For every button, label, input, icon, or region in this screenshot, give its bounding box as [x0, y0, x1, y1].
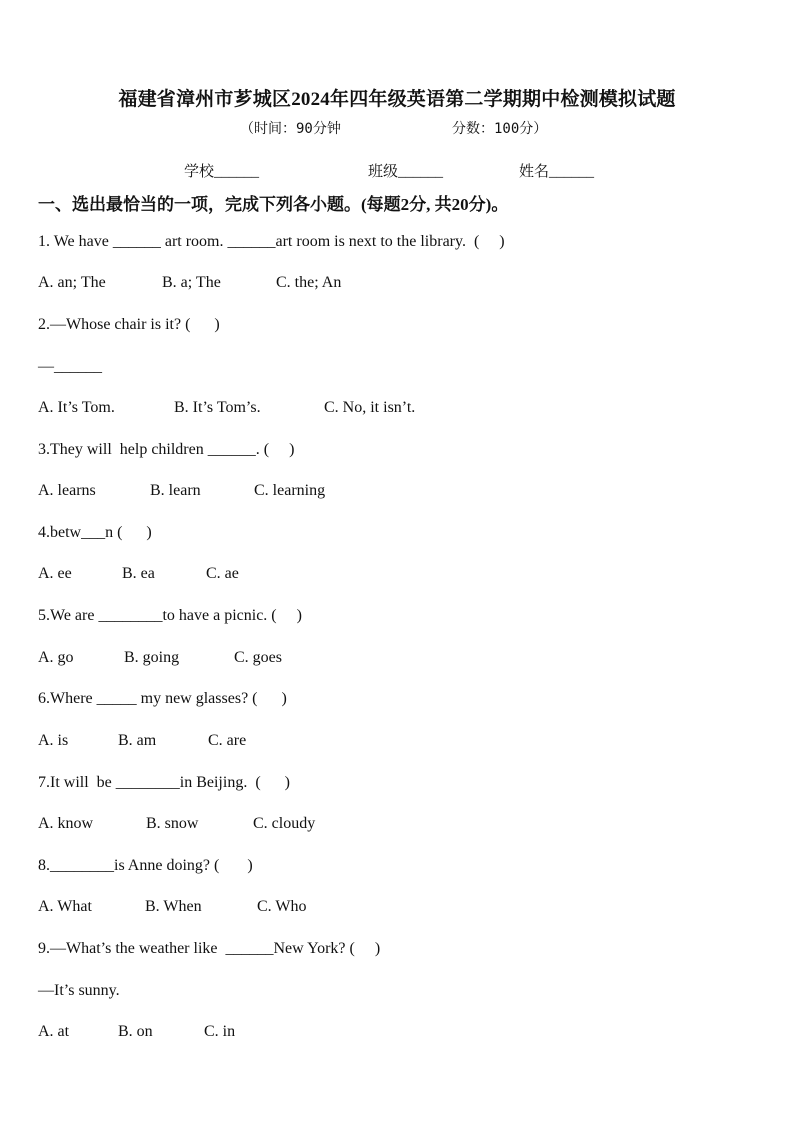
- question-1-stem: 1. We have ______ art room. ______art room is next to the library. ( ): [38, 233, 505, 250]
- option-a: A. an; The: [38, 274, 106, 291]
- option-a: A. What: [38, 898, 92, 915]
- exam-time: （时间：90分钟: [240, 121, 341, 137]
- option-c: C. in: [204, 1023, 236, 1040]
- option-b: B. learn: [150, 482, 201, 499]
- school-field: 学校______: [184, 164, 260, 180]
- question-3-stem: 3.They will help children ______. ( ): [38, 441, 295, 458]
- option-a: A. know: [38, 815, 94, 832]
- option-b: B. going: [124, 649, 180, 666]
- option-c: C. learning: [254, 482, 326, 499]
- option-b: B. a; The: [162, 274, 221, 291]
- exam-score: 分数：100分）: [452, 121, 548, 137]
- option-c: C. ae: [206, 565, 239, 582]
- option-b: B. am: [118, 732, 157, 749]
- question-6-options: [38, 732, 246, 750]
- question-7-options: [38, 815, 315, 833]
- question-9-options: [38, 1023, 235, 1041]
- name-field: 姓名______: [519, 164, 595, 180]
- option-c: C. Who: [257, 898, 307, 915]
- question-8-stem: 8.________is Anne doing? ( ): [38, 857, 253, 874]
- option-c: C. No, it isn’t.: [324, 399, 416, 416]
- exam-title: 福建省漳州市芗城区2024年四年级英语第二学期期中检测模拟试题: [118, 89, 676, 110]
- question-6-stem: 6.Where _____ my new glasses? ( ): [38, 690, 287, 707]
- option-a: A. learns: [38, 482, 96, 499]
- option-c: C. cloudy: [253, 815, 316, 832]
- option-b: B. It’s Tom’s.: [174, 399, 261, 416]
- question-2-answer-line: —______: [38, 358, 102, 375]
- section-heading: 一、选出最恰当的一项，完成下列各小题。(每题2分, 共20分)。: [38, 195, 509, 214]
- option-a: A. It’s Tom.: [38, 399, 115, 416]
- option-b: B. When: [145, 898, 202, 915]
- question-8-options: [38, 898, 306, 916]
- question-1-options: [38, 274, 341, 292]
- question-5-options: [38, 649, 282, 667]
- class-field: 班级______: [368, 164, 444, 180]
- question-5-stem: 5.We are ________to have a picnic. ( ): [38, 607, 302, 624]
- option-c: C. are: [208, 732, 247, 749]
- option-c: C. goes: [234, 649, 282, 666]
- option-b: B. on: [118, 1023, 153, 1040]
- option-a: A. at: [38, 1023, 70, 1040]
- option-c: C. the; An: [276, 274, 342, 291]
- question-2-options: [38, 399, 415, 417]
- question-3-options: [38, 482, 325, 500]
- question-4-stem: 4.betw___n ( ): [38, 524, 152, 541]
- question-7-stem: 7.It will be ________in Beijing. ( ): [38, 774, 290, 791]
- question-4-options: [38, 565, 239, 583]
- option-b: B. snow: [146, 815, 199, 832]
- option-b: B. ea: [122, 565, 155, 582]
- question-9-stem: 9.—What’s the weather like ______New York? ( ): [38, 940, 381, 957]
- question-2-stem: 2.—Whose chair is it? ( ): [38, 316, 220, 333]
- option-a: A. ee: [38, 565, 72, 582]
- option-a: A. is: [38, 732, 69, 749]
- question-9-answer-line: —It’s sunny.: [38, 982, 120, 999]
- option-a: A. go: [38, 649, 74, 666]
